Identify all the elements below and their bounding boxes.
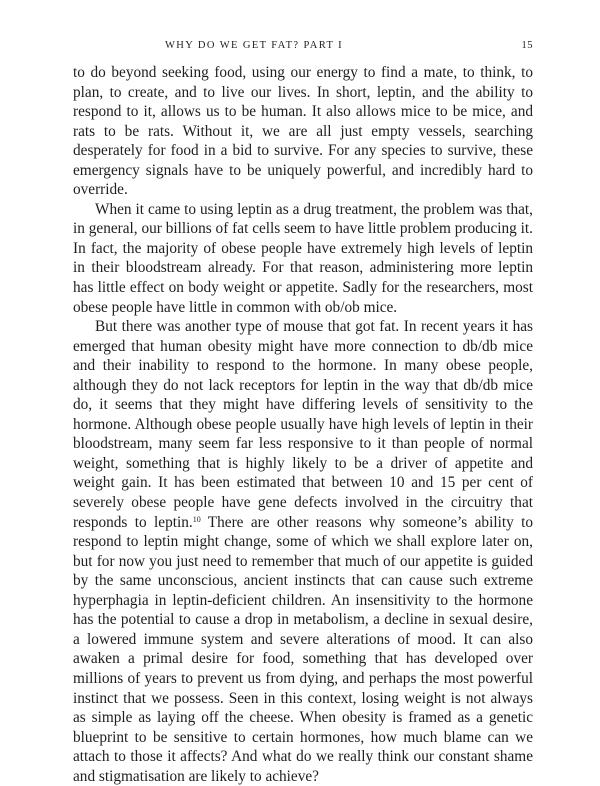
paragraph-text-part-1: But there was another type of mouse that got fat. In recent years it has emerged that human obesity might have more connection to db/db mice and their inability to respond to the hormone. In many obese people, although they do not lack receptors for leptin in the way that db/db mice do, it seems that they might have differing levels of sensitivity to the hormone. Although obese people usually have high levels of leptin in their bloodstream, many seem far less responsive to it than people of normal weight, something that is highly likely to be a driver of appetite and weight gain. It has been estimated that between 10 and 15 per cent of severely obese people have gene defects involved in the circuitry that responds to leptin. bbox=[73, 318, 533, 531]
paragraph-text-part-2: There are other reasons why someone’s ability to respond to leptin might change, some of which we shall explore later on, but for now you just need to remember that much of our appetite is guided by the same unconscious, ancient instincts that can cause such extreme hyperphagia in leptin-deficient children. An insensitivity to the hormone has the potential to cause a drop in metabolism, a decline in sexual desire, a lowered immune system and severe alterations of mood. It can also awaken a primal desire for food, something that has developed over millions of years to prevent us from dying, and perhaps the most powerful instinct that we possess. Seen in this context, losing weight is not always as simple as laying off the cheese. When obesity is framed as a genetic blueprint to be sensitive to certain hormones, how much blame can we attach to those it affects? And what do we really think our constant shame and stigmatisation are likely to achieve? bbox=[73, 513, 533, 785]
running-head bbox=[73, 40, 533, 56]
paragraph-db-db-mice bbox=[73, 317, 533, 786]
chapter-title: WHY DO WE GET FAT? PART I bbox=[165, 40, 344, 51]
paragraph-continued: to do beyond seeking food, using our energy to find a mate, to think, to plan, to create, and to live our lives. In short, leptin, and the ability to respond to it, allows us to be human. It also allows mice to be mice, and rats to be rats. Without it, we are all just empty vessels, searching desperately for food in a bid to survive. For any species to survive, these emergency signals have to be uniquely powerful, and incredibly hard to override. bbox=[73, 64, 533, 199]
paragraph-leptin-treatment: When it came to using leptin as a drug treatment, the problem was that, in general, our billions of fat cells seem to have little problem producing it. In fact, the majority of obese people have extremely high levels of leptin in their bloodstream already. For that reason, administering more leptin has little effect on body weight or appetite. Sadly for the researchers, most obese people have little in common with ob/ob mice. bbox=[73, 200, 533, 316]
body-text bbox=[73, 63, 533, 786]
page-number: 15 bbox=[521, 40, 533, 51]
footnote-reference[interactable]: 10 bbox=[192, 514, 201, 524]
